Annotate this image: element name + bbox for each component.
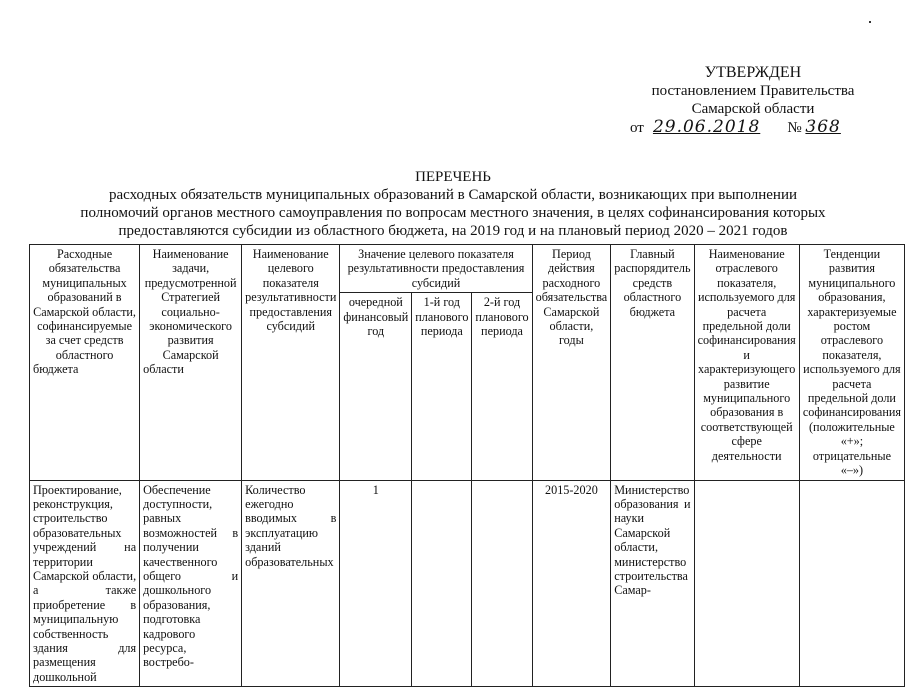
- approval-line-2: Самарской области: [691, 101, 815, 117]
- cell-year-plan2: [472, 480, 532, 687]
- title-line-2: полномочий органов местного самоуправления по вопросам местного значения, в целях софинансирования которых: [80, 205, 826, 221]
- header-period: Период действия расходного обязательства Самарской области, годы: [532, 245, 611, 481]
- obligations-table: [29, 244, 905, 687]
- cell-task: Обеспечение доступности, равных возможностей в получении качественного общего и дошкольного образования, подготовка кадрового ресурса, востребо-: [140, 480, 242, 687]
- table-row: [30, 480, 905, 687]
- cell-year-current: 1: [340, 480, 412, 687]
- cell-obligations: Проектирование, реконструкция, строительство образовательных учреждений на территории Самарской области, а также приобретение в муниципальную собственность здания для размещения дошкольной: [30, 480, 140, 687]
- header-row-1: [30, 245, 905, 293]
- header-year-current: очередной финансовый год: [340, 293, 412, 480]
- approval-date-row: [608, 118, 898, 137]
- cell-year-plan1: [412, 480, 472, 687]
- ink-dot: [869, 21, 871, 23]
- cell-trends: [799, 480, 904, 687]
- title-line-1: расходных обязательств муниципальных образований в Самарской области, возникающих при выполнении: [108, 187, 798, 203]
- title-main: ПЕРЕЧЕНЬ: [415, 169, 491, 185]
- approval-date: 29.06.2018: [652, 117, 761, 137]
- cell-manager: Министерство образования и науки Самарской области, министерство строительства Самар-: [611, 480, 694, 687]
- header-indicator-value-group: Значение целевого показателя результативности предоставления субсидий: [340, 245, 532, 293]
- header-obligations: Расходные обязательства муниципальных образований в Самарской области, софинансируемые за счет средств областного бюджета: [30, 245, 140, 481]
- cell-indicator-name: Количество ежегодно вводимых в эксплуатацию зданий образовательных: [242, 480, 340, 687]
- cell-period: 2015-2020: [532, 480, 611, 687]
- document-title: [20, 168, 886, 240]
- header-task: Наименование задачи, предусмотренной Стратегией социально-экономического развития Самарской области: [140, 245, 242, 481]
- approval-stamp: [608, 64, 898, 137]
- from-label: от: [630, 120, 644, 136]
- header-trends: Тенденции развития муниципального образования, характеризуемые ростом отраслевого показателя, используемого для расчета предельной доли софинансирования (положительные «+»; отрицательные «–»): [799, 245, 904, 481]
- header-year-plan2: 2-й год планового периода: [472, 293, 532, 480]
- header-sector-indicator: Наименование отраслевого показателя, используемого для расчета предельной доли софинансирования и характеризующего развитие муниципального образования в соответствующей сфере деятельности: [694, 245, 799, 481]
- title-line-3: предоставляются субсидии из областного бюджета, на 2019 год и на плановый период 2020 – 2021 годов: [118, 223, 788, 239]
- cell-sector-indicator: [694, 480, 799, 687]
- approval-heading: УТВЕРЖДЕН: [704, 64, 802, 81]
- header-year-plan1: 1-й год планового периода: [412, 293, 472, 480]
- approval-number: 368: [805, 117, 841, 137]
- header-manager: Главный распорядитель средств областного бюджета: [611, 245, 694, 481]
- approval-line-1: постановлением Правительства: [651, 83, 855, 99]
- header-indicator-name: Наименование целевого показателя результативности предоставления субсидий: [242, 245, 340, 481]
- number-label: №: [787, 120, 802, 136]
